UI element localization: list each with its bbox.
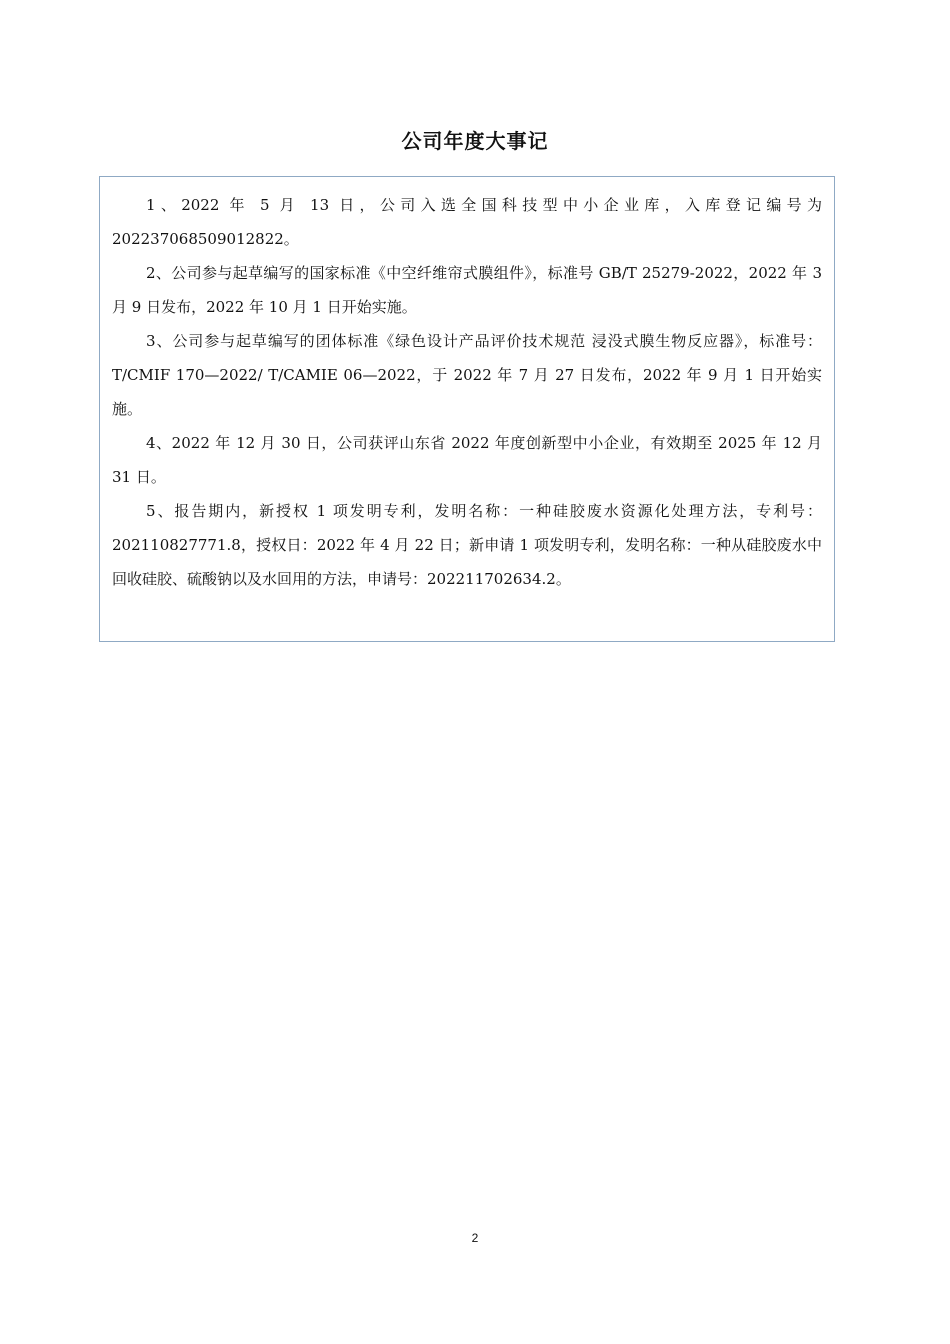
event-item-2: 2、公司参与起草编写的国家标准《中空纤维帘式膜组件》，标准号 GB/T 25279-2022，2022 年 3 月 9 日发布，2022 年 10 月 1 日开始实施。 bbox=[112, 264, 822, 316]
page-number: 2 bbox=[471, 1231, 479, 1245]
event-item-1: 1、2022 年 5 月 13 日，公司入选全国科技型中小企业库，入库登记编号为202237068509012822。 bbox=[112, 196, 822, 248]
event-item-5: 5、报告期内，新授权 1 项发明专利，发明名称：一种硅胶废水资源化处理方法，专利号：202110827771.8，授权日：2022 年 4 月 22 日；新申请 1 项发明专利，发明名称：一种从硅胶废水中回收硅胶、硫酸钠以及水回用的方法，申请号：202211702634.2。 bbox=[112, 502, 822, 588]
page-title: 公司年度大事记 bbox=[401, 129, 549, 153]
events-box bbox=[99, 176, 835, 642]
event-item-3: 3、公司参与起草编写的团体标准《绿色设计产品评价技术规范 浸没式膜生物反应器》，标准号：T/CMIF 170—2022/ T/CAMIE 06—2022，于 2022 年 7 月 27 日发布，2022 年 9 月 1 日开始实施。 bbox=[112, 332, 822, 418]
event-item-4: 4、2022 年 12 月 30 日，公司获评山东省 2022 年度创新型中小企业，有效期至 2025 年 12 月 31 日。 bbox=[112, 434, 822, 486]
